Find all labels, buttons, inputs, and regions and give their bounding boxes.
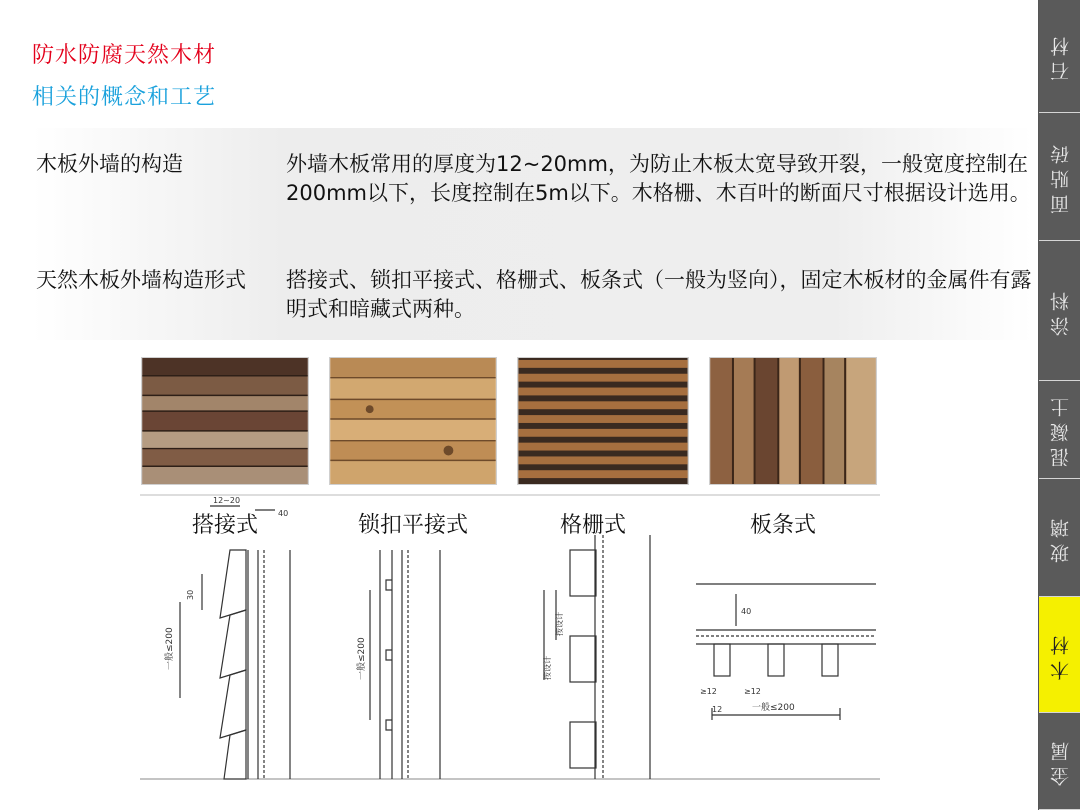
strip-photo <box>709 357 877 485</box>
dim-label: 12~20 <box>213 496 241 505</box>
lap-siding-photo <box>141 357 309 485</box>
tab-wood[interactable] <box>1039 597 1080 713</box>
info-panel <box>32 128 1032 340</box>
caption-lock-joint: 锁扣平接式 <box>357 513 468 538</box>
tab-tile[interactable] <box>1039 113 1080 241</box>
caption-grille: 格栅式 <box>559 513 626 538</box>
dim-label: 按设计 <box>555 612 564 636</box>
tab-label: 金属 <box>1049 736 1072 786</box>
tab-glass[interactable] <box>1039 479 1080 597</box>
dim-label: ≥12 <box>700 687 717 696</box>
tab-label: 涂料 <box>1049 285 1072 336</box>
dim-label: 12 <box>712 705 723 714</box>
grille-photo <box>517 357 689 485</box>
info-term: 天然木板外墙构造形式 <box>36 268 246 292</box>
dim-label: 40 <box>741 607 752 616</box>
tab-metal[interactable] <box>1039 713 1080 810</box>
dim-label: 一般≤200 <box>357 637 367 680</box>
info-term: 木板外墙的构造 <box>36 152 183 176</box>
dim-label: 30 <box>186 589 195 600</box>
dim-label: 按设计 <box>543 656 552 680</box>
tab-label: 混凝土 <box>1049 392 1072 467</box>
page-subtitle: 相关的概念和工艺 <box>32 85 217 110</box>
info-desc: 外墙木板常用的厚度为12~20mm，为防止木板太宽导致开裂，一般宽度控制在200mm以下，长度控制在5m以下。木格栅、木百叶的断面尺寸根据设计选用。 <box>286 152 1031 205</box>
caption-lap: 搭接式 <box>191 513 258 538</box>
dim-label: 一般≤200 <box>165 627 175 670</box>
info-desc: 搭接式、锁扣平接式、格栅式、板条式（一般为竖向），固定木板材的金属件有露明式和暗藏式两种。 <box>286 268 1032 321</box>
tab-concrete[interactable] <box>1039 381 1080 479</box>
lock-joint-photo <box>329 357 497 485</box>
page-title: 防水防腐天然木材 <box>32 43 217 68</box>
tab-paint[interactable] <box>1039 241 1080 381</box>
tab-label: 石材 <box>1049 31 1072 81</box>
dim-label: 一般≤200 <box>752 703 795 713</box>
dim-label: 40 <box>278 509 289 518</box>
tab-label: 玻璃 <box>1049 512 1072 563</box>
tab-stone[interactable] <box>1039 0 1080 113</box>
tab-label: 面贴砖 <box>1049 139 1072 214</box>
tab-label: 木材 <box>1049 629 1072 680</box>
dim-label: ≥12 <box>744 687 761 696</box>
category-tabs <box>1038 0 1080 810</box>
caption-strip: 板条式 <box>749 513 816 538</box>
